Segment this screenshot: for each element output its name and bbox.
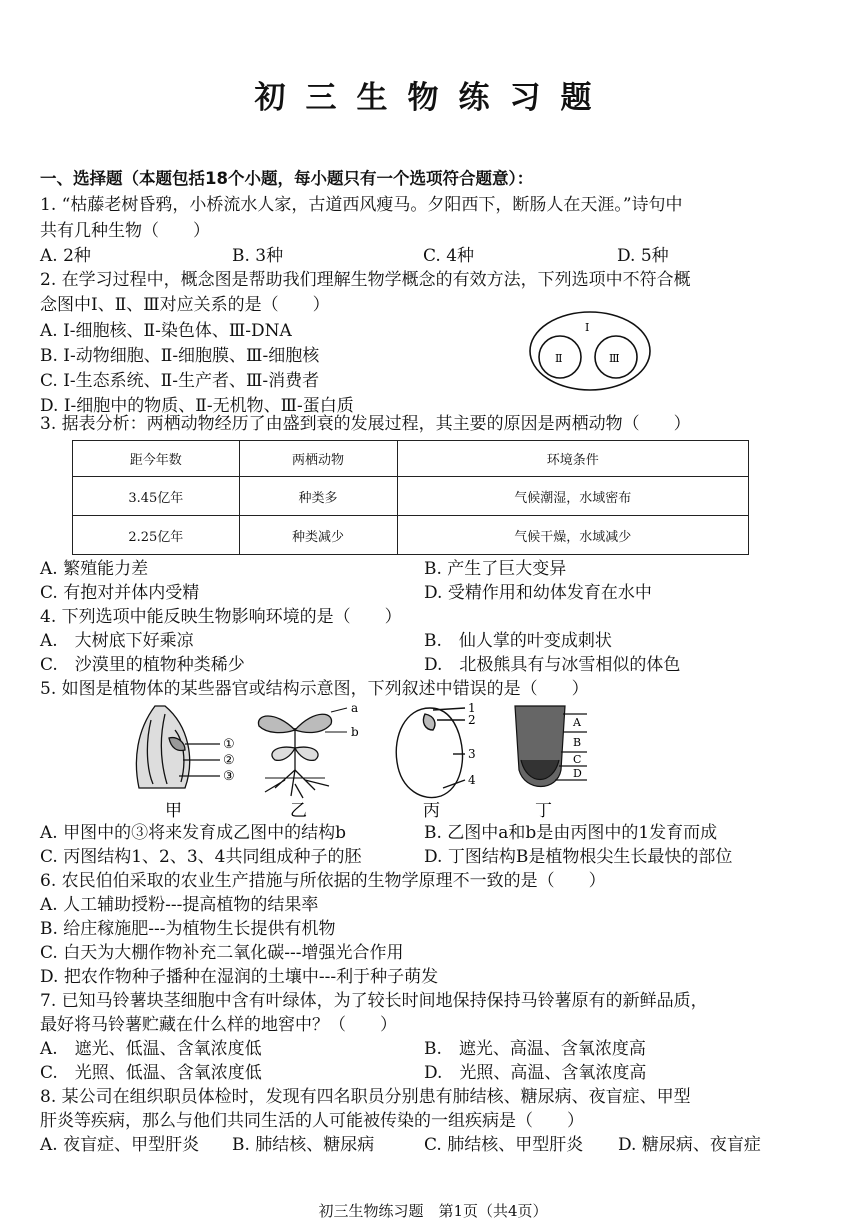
jia-label-2: ② (223, 753, 235, 768)
q2-option-c: C. Ⅰ-生态系统、Ⅱ-生产者、Ⅲ-消费者 (40, 371, 320, 391)
q2-stem-line2: 念图中Ⅰ、Ⅱ、Ⅲ对应关系的是（ ） (40, 295, 330, 315)
yi-label-a: a (351, 701, 359, 715)
q6-option-a: A. 人工辅助授粉---提高植物的结果率 (40, 895, 319, 915)
q3-option-a: A. 繁殖能力差 (40, 559, 149, 579)
q8-option-c: C. 肺结核、甲型肝炎 (424, 1135, 584, 1155)
q8-option-b: B. 肺结核、糖尿病 (232, 1135, 375, 1155)
q5-option-c: C. 丙图结构1、2、3、4共同组成种子的胚 (40, 847, 362, 867)
q8-stem-line2: 肝炎等疾病，那么与他们共同生活的人可能被传染的一组疾病是（ ） (40, 1111, 584, 1131)
table-header: 环境条件 (397, 441, 749, 477)
q4-stem: 4. 下列选项中能反映生物影响环境的是（ ） (40, 607, 402, 627)
concept-diagram (528, 310, 653, 392)
q8-option-d: D. 糖尿病、夜盲症 (618, 1135, 761, 1155)
bing-label-2: 2 (468, 713, 476, 727)
q4-option-b: B. 仙人掌的叶变成刺状 (424, 631, 612, 651)
q4-option-c: C. 沙漠里的植物种类稀少 (40, 655, 245, 675)
plant-structures-figure (125, 700, 615, 822)
q5-stem: 5. 如图是植物体的某些器官或结构示意图，下列叙述中错误的是（ ） (40, 679, 589, 699)
q1-option-a: A. 2种 (40, 246, 91, 266)
figure-jia (136, 706, 220, 788)
caption-bing: 丙 (423, 801, 440, 821)
q6-option-b: B. 给庄稼施肥---为植物生长提供有机物 (40, 919, 336, 939)
q1-stem-line2: 共有几种生物（ ） (40, 221, 210, 241)
table-cell: 种类减少 (239, 516, 397, 555)
ding-label-b: B (573, 736, 582, 749)
q6-stem: 6. 农民伯伯采取的农业生产措施与所依据的生物学原理不一致的是（ ） (40, 871, 606, 891)
q3-option-d: D. 受精作用和幼体发育在水中 (424, 583, 652, 603)
q7-option-d: D. 光照、高温、含氧浓度高 (424, 1063, 647, 1083)
q2-option-a: A. Ⅰ-细胞核、Ⅱ-染色体、Ⅲ-DNA (40, 321, 292, 341)
table-header: 两栖动物 (239, 441, 397, 477)
q1-option-c: C. 4种 (423, 246, 475, 266)
q2-option-d: D. Ⅰ-细胞中的物质、Ⅱ-无机物、Ⅲ-蛋白质 (40, 396, 354, 416)
q8-stem-line1: 8. 某公司在组织职员体检时，发现有四名职员分别患有肺结核、糖尿病、夜盲症、甲型 (40, 1087, 691, 1107)
q3-option-c: C. 有抱对并体内受精 (40, 583, 200, 603)
q3-stem: 3. 据表分析：两栖动物经历了由盛到衰的发展过程，其主要的原因是两栖动物（ ） (40, 414, 691, 434)
q1-option-d: D. 5种 (617, 246, 669, 266)
table-header: 距今年数 (73, 441, 240, 477)
q7-stem-line2: 最好将马铃薯贮藏在什么样的地窖中？（ ） (40, 1015, 397, 1035)
table-cell: 种类多 (239, 477, 397, 516)
q6-option-d: D. 把农作物种子播种在湿润的土壤中---利于种子萌发 (40, 967, 439, 987)
amphibian-table (72, 440, 749, 555)
table-cell: 3.45亿年 (73, 477, 240, 516)
q7-stem-line1: 7. 已知马铃薯块茎细胞中含有叶绿体，为了较长时间地保持保持马铃薯原有的新鲜品质， (40, 991, 708, 1011)
q4-option-a: A. 大树底下好乘凉 (40, 631, 194, 651)
figure-yi (258, 708, 347, 798)
q3-option-b: B. 产生了巨大变异 (424, 559, 567, 579)
yi-label-b: b (351, 725, 359, 739)
table-cell: 2.25亿年 (73, 516, 240, 555)
jia-label-1: ① (223, 737, 235, 752)
caption-yi: 乙 (290, 801, 307, 821)
table-cell: 气候潮湿，水域密布 (397, 477, 749, 516)
figure-bing (396, 708, 465, 798)
q5-option-b: B. 乙图中a和b是由丙图中的1发育而成 (424, 823, 718, 843)
q2-option-b: B. Ⅰ-动物细胞、Ⅱ-细胞膜、Ⅲ-细胞核 (40, 346, 320, 366)
jia-label-3: ③ (223, 769, 235, 784)
diagram-label-right: Ⅲ (609, 352, 620, 365)
ding-label-a: A (573, 716, 581, 729)
q7-option-b: B. 遮光、高温、含氧浓度高 (424, 1039, 646, 1059)
q8-option-a: A. 夜盲症、甲型肝炎 (40, 1135, 200, 1155)
page-title: 初三生物练习题 (254, 80, 612, 116)
page-footer: 初三生物练习题 第1页（共4页） (318, 1202, 548, 1220)
q5-option-d: D. 丁图结构B是植物根尖生长最快的部位 (424, 847, 733, 867)
caption-ding: 丁 (535, 801, 552, 821)
q7-option-a: A. 遮光、低温、含氧浓度低 (40, 1039, 262, 1059)
ding-label-d: D (573, 767, 582, 780)
bing-label-3: 3 (468, 747, 476, 761)
bing-label-1: 1 (468, 701, 476, 715)
diagram-label-outer: Ⅰ (585, 321, 590, 334)
section-heading: 一、选择题（本题包括18个小题，每小题只有一个选项符合题意）： (40, 169, 534, 188)
q2-stem-line1: 2. 在学习过程中，概念图是帮助我们理解生物学概念的有效方法，下列选项中不符合概 (40, 270, 691, 290)
q5-option-a: A. 甲图中的③将来发育成乙图中的结构b (40, 823, 346, 843)
bing-label-4: 4 (468, 773, 476, 787)
diagram-label-left: Ⅱ (555, 352, 563, 365)
q6-option-c: C. 白天为大棚作物补充二氧化碳---增强光合作用 (40, 943, 404, 963)
table-cell: 气候干燥，水域减少 (397, 516, 749, 555)
ding-label-c: C (573, 753, 582, 766)
q1-stem-line1: 1. “枯藤老树昏鸦，小桥流水人家，古道西风瘦马。夕阳西下，断肠人在天涯。”诗句中 (40, 195, 683, 215)
q4-option-d: D. 北极熊具有与冰雪相似的体色 (424, 655, 681, 675)
caption-jia: 甲 (165, 801, 182, 821)
q7-option-c: C. 光照、低温、含氧浓度低 (40, 1063, 262, 1083)
q1-option-b: B. 3种 (232, 246, 284, 266)
